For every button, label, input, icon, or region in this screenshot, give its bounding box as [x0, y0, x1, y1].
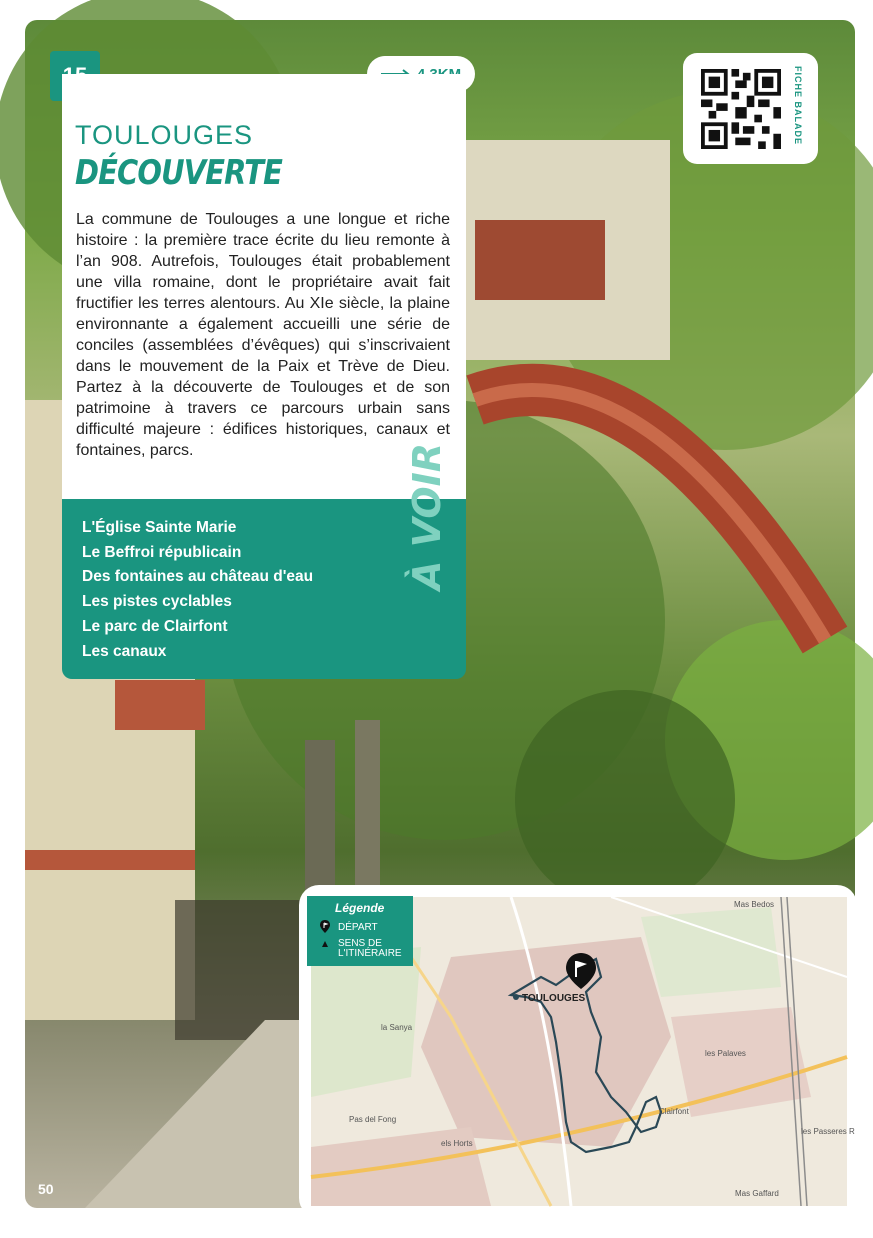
map-label: els Horts: [441, 1139, 473, 1148]
start-flag-icon: [320, 920, 330, 933]
map-legend: [307, 896, 413, 966]
map-label: TOULOUGES: [522, 993, 586, 1004]
page-number: 50: [38, 1181, 54, 1197]
legend-depart: DÉPART: [338, 922, 378, 933]
qr-label: FICHE BALADE: [793, 66, 803, 145]
legend-title: Légende: [335, 901, 385, 915]
map-label: les Palaves: [705, 1049, 746, 1058]
highlights-label: À VOIR: [405, 442, 449, 590]
list-item: L'Église Sainte Marie: [82, 519, 237, 536]
list-item: Le parc de Clairfont: [82, 617, 228, 635]
qr-code-icon[interactable]: [701, 69, 781, 149]
map-label: Pas del Fong: [349, 1115, 397, 1124]
map-label: Mas Gaffard: [735, 1189, 779, 1198]
legend-direction-line1: SENS DE: [338, 938, 382, 949]
map-label: la Sanya: [381, 1023, 413, 1032]
list-item: Les pistes cyclables: [82, 593, 232, 611]
list-item: Des fontaines au château d'eau: [82, 568, 314, 586]
map-label: Mas Bedos: [734, 900, 775, 909]
map-label: les Passeres R: [801, 1127, 855, 1136]
start-flag-icon: [566, 953, 596, 989]
map-label: Clairfont: [659, 1107, 689, 1116]
list-item: Le Beffroi républicain: [82, 543, 242, 561]
page-subtitle: DÉCOUVERTE: [75, 153, 283, 193]
direction-arrow-icon: [322, 941, 328, 947]
list-item: Les canaux: [82, 642, 167, 660]
highlights-list: [82, 516, 313, 664]
intro-text: La commune de Toulouges a une longue et riche histoire : la première trace écrite du lieu remonte à l’an 908. Autrefois, Toulouges était probablement une villa romaine, dont le propriétaire avait fait fructifier les terres alentours. Au XIe siècle, la plaine environnante a également accueilli une série de conciles (assemblées d’évêques) qui s’inscrivaient dans le mouvement de la Paix et Trève de Dieu. Partez à la découverte de Toulouges et de son patrimoine à travers ce parcours urbain sans difficulté majeure : édifices historiques, canaux et fontaines, parcs.: [76, 211, 450, 459]
page-title: TOULOUGES: [75, 120, 254, 150]
legend-direction-line2: L'ITINÉRAIRE: [338, 948, 402, 959]
